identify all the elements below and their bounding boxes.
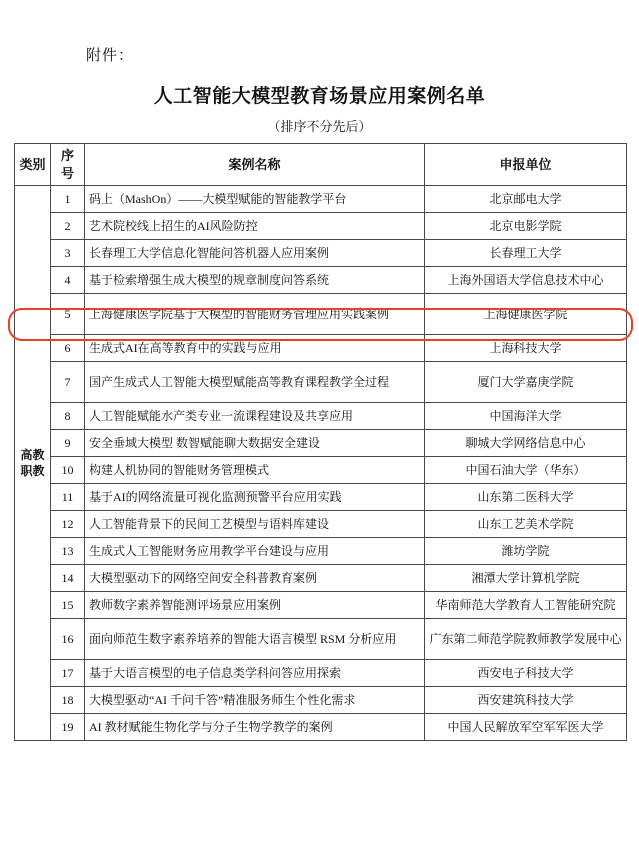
table-row	[15, 430, 627, 457]
row-index: 1	[51, 186, 85, 213]
declaring-unit: 长春理工大学	[425, 240, 627, 267]
case-name: 人工智能赋能水产类专业一流课程建设及共享应用	[85, 403, 425, 430]
table-row	[15, 538, 627, 565]
row-index: 9	[51, 430, 85, 457]
row-index: 15	[51, 592, 85, 619]
table-row	[15, 213, 627, 240]
row-index: 19	[51, 714, 85, 741]
column-header-name: 案例名称	[85, 144, 425, 186]
case-list-table	[14, 143, 627, 741]
table-row	[15, 565, 627, 592]
declaring-unit: 厦门大学嘉庚学院	[425, 362, 627, 403]
case-name: 基于大语言模型的电子信息类学科问答应用探索	[85, 660, 425, 687]
case-name: 长春理工大学信息化智能问答机器人应用案例	[85, 240, 425, 267]
declaring-unit: 西安电子科技大学	[425, 660, 627, 687]
declaring-unit: 广东第二师范学院教师教学发展中心	[425, 619, 627, 660]
declaring-unit: 山东工艺美术学院	[425, 511, 627, 538]
row-index: 6	[51, 335, 85, 362]
row-index: 4	[51, 267, 85, 294]
row-index: 5	[51, 294, 85, 335]
table-row	[15, 186, 627, 213]
case-name: 安全垂域大模型 数智赋能聊大数据安全建设	[85, 430, 425, 457]
table-row	[15, 714, 627, 741]
case-name: 大模型驱动下的网络空间安全科普教育案例	[85, 565, 425, 592]
row-index: 10	[51, 457, 85, 484]
declaring-unit: 中国石油大学（华东）	[425, 457, 627, 484]
table-row	[15, 484, 627, 511]
attachment-label: 附件：	[86, 48, 135, 64]
row-index: 17	[51, 660, 85, 687]
table-row	[15, 511, 627, 538]
row-index: 16	[51, 619, 85, 660]
case-name: 国产生成式人工智能大模型赋能高等教育课程教学全过程	[85, 362, 425, 403]
case-name: 构建人机协同的智能财务管理模式	[85, 457, 425, 484]
table-row	[15, 362, 627, 403]
declaring-unit: 潍坊学院	[425, 538, 627, 565]
table-row	[15, 619, 627, 660]
table-row	[15, 660, 627, 687]
declaring-unit: 聊城大学网络信息中心	[425, 430, 627, 457]
table-row	[15, 267, 627, 294]
table-row	[15, 335, 627, 362]
case-name: 基于AI的网络流量可视化监测预警平台应用实践	[85, 484, 425, 511]
case-name: AI 教材赋能生物化学与分子生物学教学的案例	[85, 714, 425, 741]
case-name: 人工智能背景下的民间工艺模型与语料库建设	[85, 511, 425, 538]
column-header-category: 类别	[15, 144, 51, 186]
declaring-unit: 北京电影学院	[425, 213, 627, 240]
declaring-unit: 中国人民解放军空军军医大学	[425, 714, 627, 741]
table-row	[15, 457, 627, 484]
case-name: 面向师范生数字素养培养的智能大语言模型 RSM 分析应用	[85, 619, 425, 660]
row-index: 2	[51, 213, 85, 240]
row-index: 14	[51, 565, 85, 592]
declaring-unit: 北京邮电大学	[425, 186, 627, 213]
table-header-row	[15, 144, 627, 186]
table-row	[15, 403, 627, 430]
declaring-unit: 上海科技大学	[425, 335, 627, 362]
case-name: 艺术院校线上招生的AI风险防控	[85, 213, 425, 240]
row-index: 13	[51, 538, 85, 565]
declaring-unit: 华南师范大学教育人工智能研究院	[425, 592, 627, 619]
table-row	[15, 240, 627, 267]
declaring-unit: 中国海洋大学	[425, 403, 627, 430]
column-header-index: 序号	[51, 144, 85, 186]
row-index: 8	[51, 403, 85, 430]
case-name: 上海健康医学院基于大模型的智能财务管理应用实践案例	[85, 294, 425, 335]
table-row	[15, 687, 627, 714]
declaring-unit: 湘潭大学计算机学院	[425, 565, 627, 592]
row-index: 12	[51, 511, 85, 538]
case-name: 生成式人工智能财务应用教学平台建设与应用	[85, 538, 425, 565]
table-row	[15, 294, 627, 335]
column-header-unit: 申报单位	[425, 144, 627, 186]
case-name: 大模型驱动“AI 千问千答”精准服务师生个性化需求	[85, 687, 425, 714]
case-name: 教师数字素养智能测评场景应用案例	[85, 592, 425, 619]
row-index: 7	[51, 362, 85, 403]
row-index: 11	[51, 484, 85, 511]
row-index: 3	[51, 240, 85, 267]
page-title: 人工智能大模型教育场景应用案例名单	[153, 86, 486, 107]
row-index: 18	[51, 687, 85, 714]
case-name: 码上（MashOn）——大模型赋能的智能教学平台	[85, 186, 425, 213]
declaring-unit: 上海外国语大学信息技术中心	[425, 267, 627, 294]
case-name: 基于检索增强生成大模型的规章制度问答系统	[85, 267, 425, 294]
category-cell: 高教 职教	[15, 186, 51, 741]
declaring-unit: 山东第二医科大学	[425, 484, 627, 511]
declaring-unit: 上海健康医学院	[425, 294, 627, 335]
case-name: 生成式AI在高等教育中的实践与应用	[85, 335, 425, 362]
declaring-unit: 西安建筑科技大学	[425, 687, 627, 714]
table-row	[15, 592, 627, 619]
page-subtitle: （排序不分先后）	[267, 119, 372, 134]
